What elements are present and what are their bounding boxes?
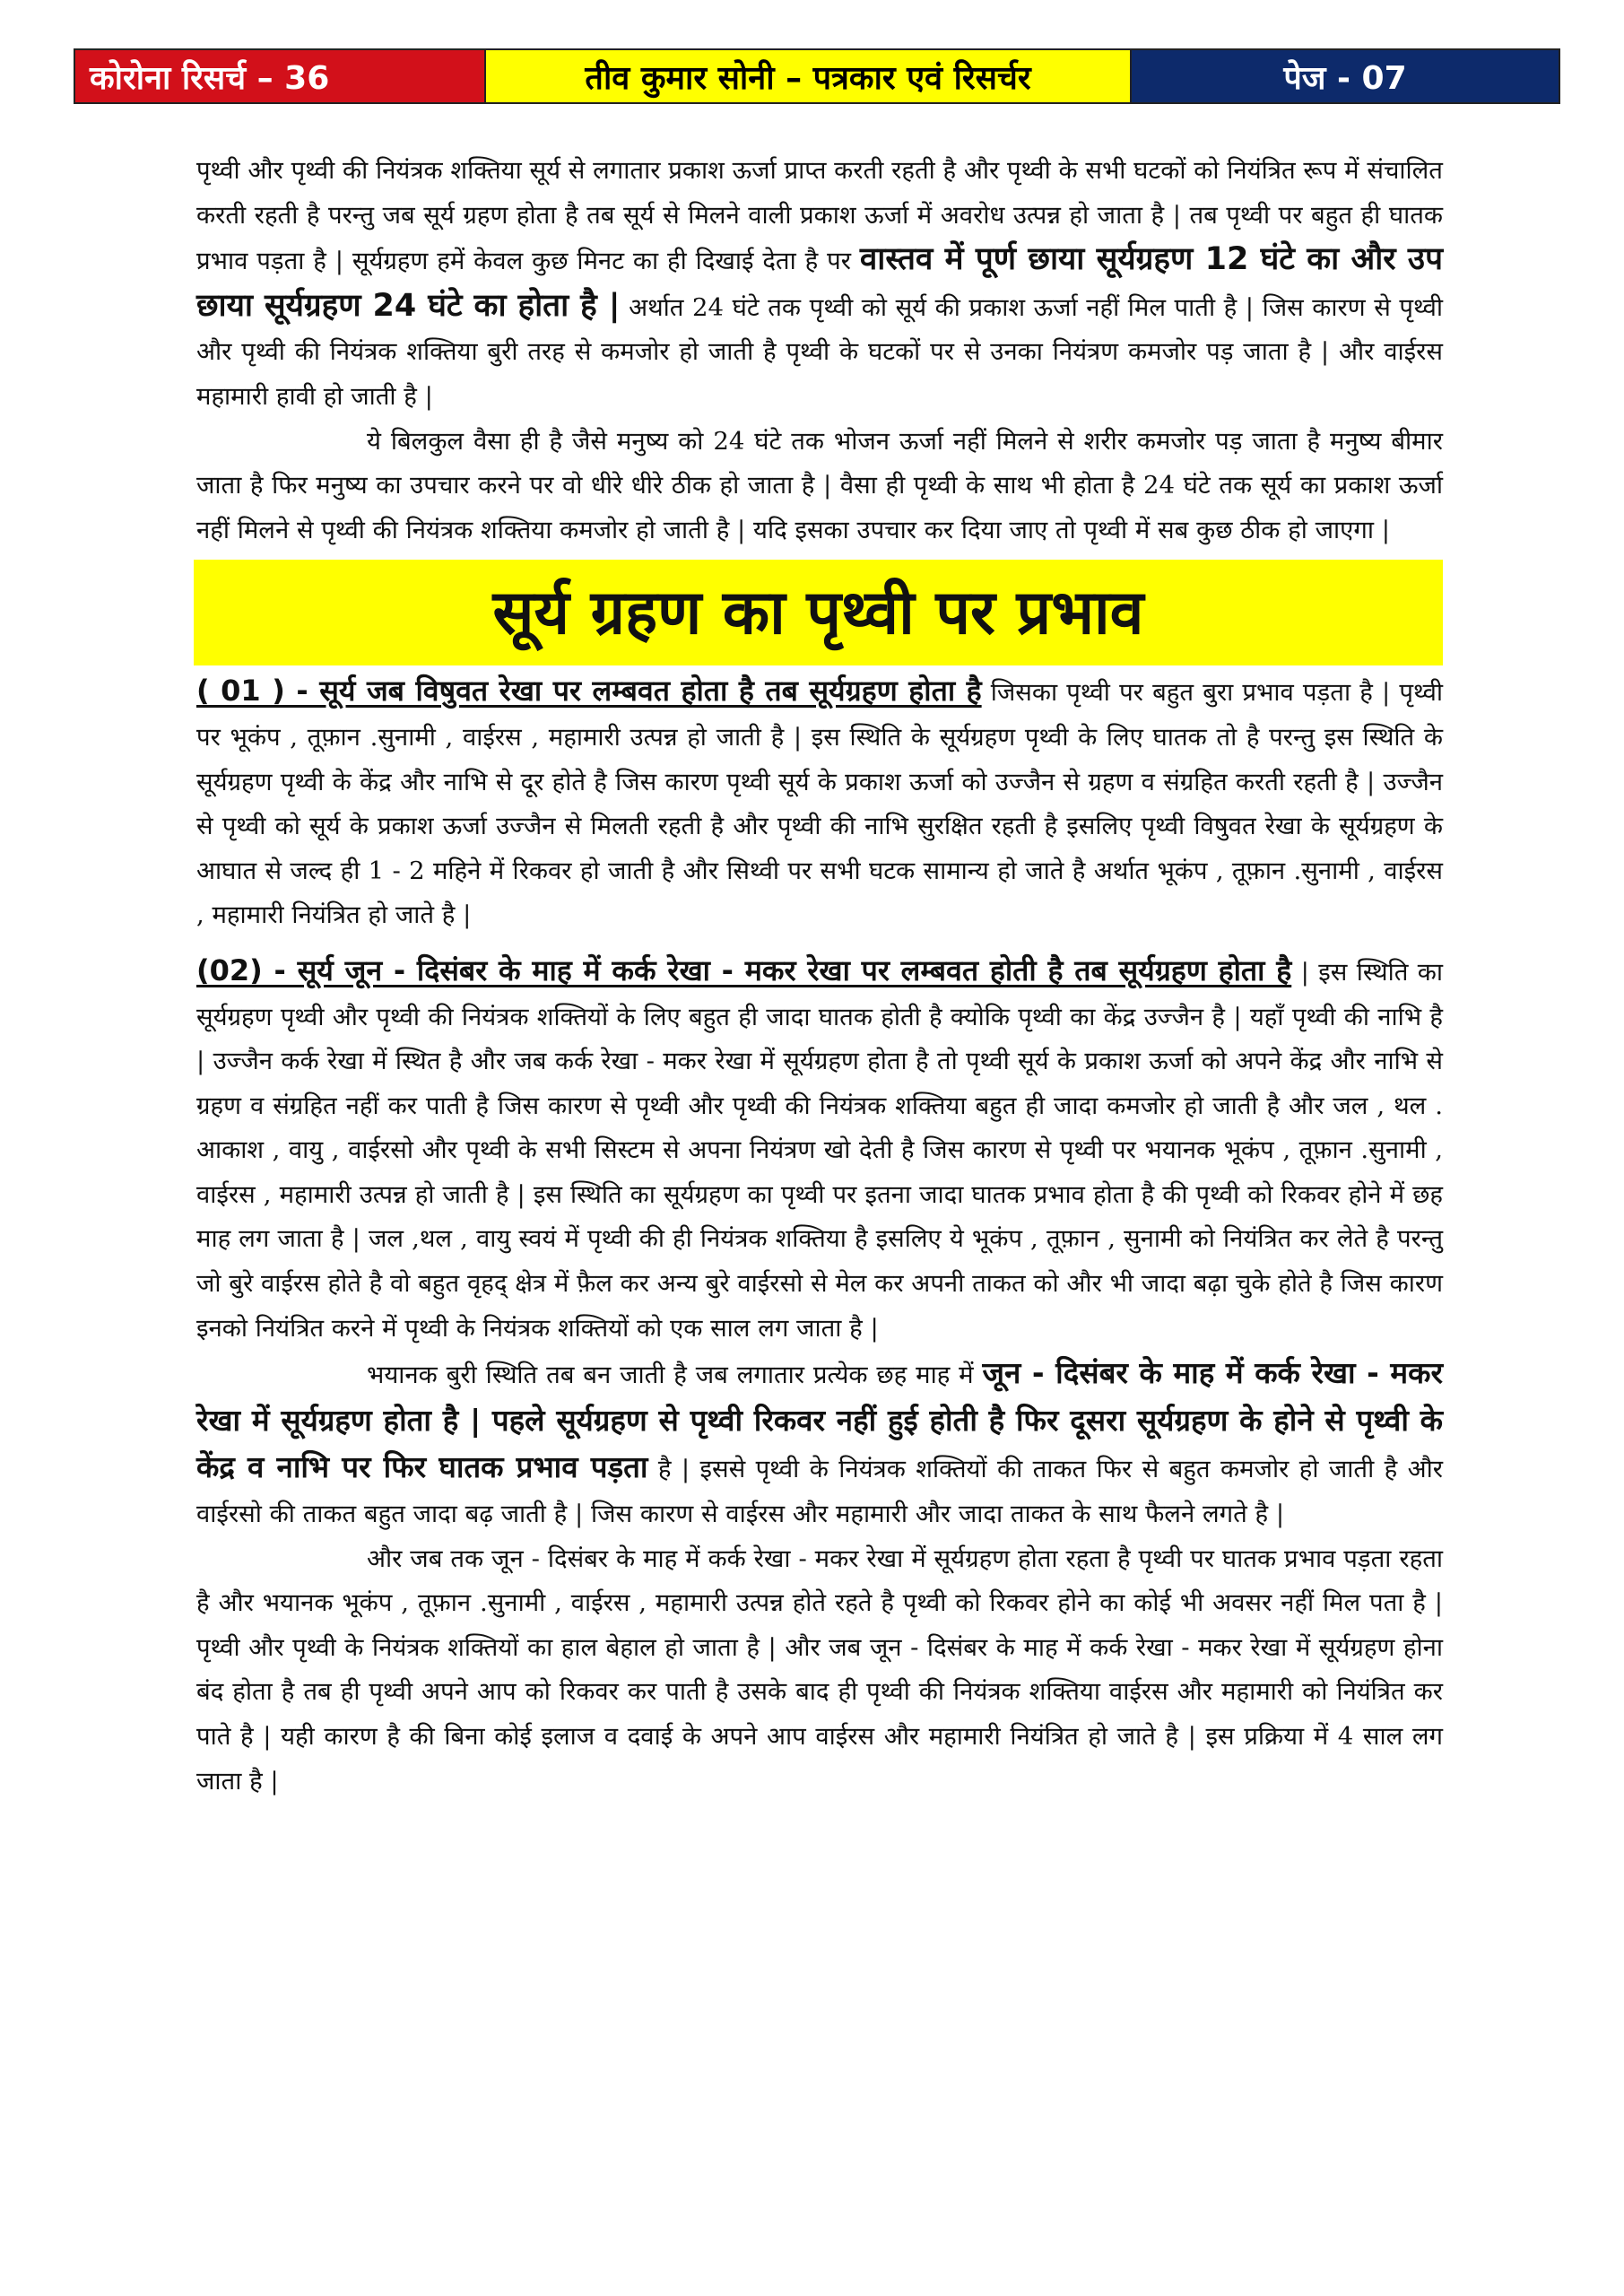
author-title: तीव कुमार सोनी – पत्रकार एवं रिसर्चर xyxy=(486,50,1132,102)
intro-paragraph xyxy=(196,149,1443,420)
intro-paragraph-2: ये बिलकुल वैसा ही है जैसे मनुष्य को 24 घंटे तक भोजन ऊर्जा नहीं मिलने से शरीर कमजोर पड़ जाता है मनुष्य बीमार जाता है फिर मनुष्य का उपचार करने पर वो धीरे धीरे ठीक हो जाता है | वैसा ही पृथ्वी के साथ भी होता है 24 घंटे तक सूर्य का प्रकाश ऊर्जा नहीं मिलने से पृथ्वी की नियंत्रक शक्तिया कमजोर हो जाती है | यदि इसका उपचार कर दिया जाए तो पृथ्वी में सब कुछ ठीक हो जाएगा | xyxy=(196,426,1443,544)
intro-text-a: पृथ्वी और पृथ्वी की नियंत्रक शक्तिया सूर्य से लगातार प्रकाश ऊर्जा प्राप्त करती रहती है और पृथ्वी के सभी घटकों को नियंत्रित रूप में संचालित करती रहती है परन्तु जब सूर्य ग्रहण होता है तब सूर्य से मिलने वाली प्रकाश ऊर्जा में अवरोध उत्पन्न हो जाता है | तब पृथ्वी पर बहुत ही घातक प्रभाव पड़ता है | सूर्यग्रहण हमें केवल कुछ मिनट का ही दिखाई देता है पर xyxy=(196,156,1443,276)
paragraph-3-bold-text: जून - दिसंबर के माह में कर्क रेखा - मकर रेखा में सूर्यग्रहण होता है | पहले सूर्यग्रहण से पृथ्वी रिकवर नहीं हुई होती है फिर दूसरा सूर्यग्रहण के होने से पृथ्वी के केंद्र व नाभि पर फिर घातक प्रभाव पड़ता xyxy=(196,1355,1443,1485)
section-2-paragraph xyxy=(196,949,1443,1351)
series-title: कोरोना रिसर्च – 36 xyxy=(75,50,486,102)
section-banner: सूर्य ग्रहण का पृथ्वी पर प्रभाव xyxy=(194,560,1443,665)
page-number: पेज - 07 xyxy=(1132,50,1559,102)
paragraph-3-text-a: भयानक बुरी स्थिति तब बन जाती है जब लगातार प्रत्येक छह माह में xyxy=(367,1361,974,1390)
section-1-text: जिसका पृथ्वी पर बहुत बुरा प्रभाव पड़ता है | पृथ्वी पर भूकंप , तूफ़ान .सुनामी , वाईरस , महामारी उत्पन्न हो जाती है | इस स्थिति के सूर्यग्रहण पृथ्वी के लिए घातक तो है परन्तु इस स्थिति के सूर्यग्रहण पृथ्वी के केंद्र और नाभि से दूर होते है जिस कारण पृथ्वी सूर्य के प्रकाश ऊर्जा को उज्जैन से ग्रहण व संग्रहित करती रहती है | उज्जैन से पृथ्वी को सूर्य के प्रकाश ऊर्जा उज्जैन से मिलती रहती है और पृथ्वी की नाभि सुरक्षित रहती है इसलिए पृथ्वी विषुवत रेखा के सूर्यग्रहण के आघात से जल्द ही 1 - 2 महिने में रिकवर हो जाती है और सिथ्वी पर सभी घटक सामान्य हो जाते है अर्थात भूकंप , तूफ़ान .सुनामी , वाईरस , महामारी नियंत्रित हो जाते है | xyxy=(196,678,1443,930)
page-header xyxy=(74,48,1560,104)
paragraph-3-text-b: है | इससे पृथ्वी के नियंत्रक शक्तियों की ताकत फिर से बहुत कमजोर हो जाती है और वाईरसो की ताकत बहुत जादा बढ़ जाती है | जिस कारण से वाईरस और महामारी और जादा ताकत के साथ फैलने लगते है | xyxy=(196,1455,1443,1529)
paragraph-3 xyxy=(196,1351,1443,1536)
article-body xyxy=(196,149,1443,1804)
paragraph-4: और जब तक जून - दिसंबर के माह में कर्क रेखा - मकर रेखा में सूर्यग्रहण होता रहता है पृथ्वी पर घातक प्रभाव पड़ता रहता है और भयानक भूकंप , तूफ़ान .सुनामी , वाईरस , महामारी उत्पन्न होते रहते है पृथ्वी को रिकवर होने का कोई भी अवसर नहीं मिल पता है | पृथ्वी और पृथ्वी के नियंत्रक शक्तियों का हाल बेहाल हो जाता है | और जब जून - दिसंबर के माह में कर्क रेखा - मकर रेखा में सूर्यग्रहण होना बंद होता है तब ही पृथ्वी अपने आप को रिकवर कर पाती है उसके बाद ही पृथ्वी की नियंत्रक शक्तिया वाईरस और महामारी को नियंत्रित कर पाते है | यही कारण है की बिना कोई इलाज व दवाई के अपने आप वाईरस और महामारी नियंत्रित हो जाते है | इस प्रक्रिया में 4 साल लग जाता है | xyxy=(196,1544,1443,1796)
section-2-text: | इस स्थिति का सूर्यग्रहण पृथ्वी और पृथ्वी की नियंत्रक शक्तियों के लिए बहुत ही जादा घातक होती है क्योकि पृथ्वी का केंद्र उज्जैन है | यहाँ पृथ्वी की नाभि है | उज्जैन कर्क रेखा में स्थित है और जब कर्क रेखा - मकर रेखा में सूर्यग्रहण होता है तो पृथ्वी सूर्य के प्रकाश ऊर्जा को अपने केंद्र और नाभि से ग्रहण व संग्रहित नहीं कर पाती है जिस कारण से पृथ्वी और पृथ्वी की नियंत्रक शक्तिया बहुत ही जादा कमजोर हो जाती है और जल , थल . आकाश , वायु , वाईरसो और पृथ्वी के सभी सिस्टम से अपना नियंत्रण खो देती है जिस कारण से पृथ्वी पर भयानक भूकंप , तूफ़ान .सुनामी , वाईरस , महामारी उत्पन्न हो जाती है | इस स्थिति का सूर्यग्रहण का पृथ्वी पर इतना जादा घातक प्रभाव होता है की पृथ्वी को रिकवर होने में छह माह लग जाता है | जल ,थल , वायु स्वयं में पृथ्वी की ही नियंत्रक शक्तिया है इसलिए ये भूकंप , तूफ़ान , सुनामी को नियंत्रित कर लेते है परन्तु जो बुरे वाईरस होते है वो बहुत वृहद् क्षेत्र में फ़ैल कर अन्य बुरे वाईरसो से मेल कर अपनी ताकत को और भी जादा बढ़ा चुके होते है जिस कारण इनको नियंत्रित करने में पृथ्वी के नियंत्रक शक्तियों को एक साल लग जाता है | xyxy=(196,957,1443,1343)
section-1-paragraph xyxy=(196,669,1443,938)
section-2-heading: (02) - सूर्य जून - दिसंबर के माह में कर्क रेखा - मकर रेखा पर लम्बवत होती है तब सूर्यग्रहण होता है xyxy=(196,952,1292,987)
intro-text-b: अर्थात 24 घंटे तक पृथ्वी को सूर्य की प्रकाश ऊर्जा नहीं मिल पाती है | जिस कारण से पृथ्वी और पृथ्वी की नियंत्रक शक्तिया बुरी तरह से कमजोर हो जाती है पृथ्वी के घटकों पर से उनका नियंत्रण कमजोर पड़ जाता है | और वाईरस महामारी हावी हो जाती है | xyxy=(196,292,1443,411)
intro-bold-text: वास्तव में पूर्ण छाया सूर्यग्रहण 12 घंटे का और उप छाया सूर्यग्रहण 24 घंटे का होता है | xyxy=(196,241,1443,324)
section-1-heading: ( 01 ) - सूर्य जब विषुवत रेखा पर लम्बवत होता है तब सूर्यग्रहण होता है xyxy=(196,674,982,709)
